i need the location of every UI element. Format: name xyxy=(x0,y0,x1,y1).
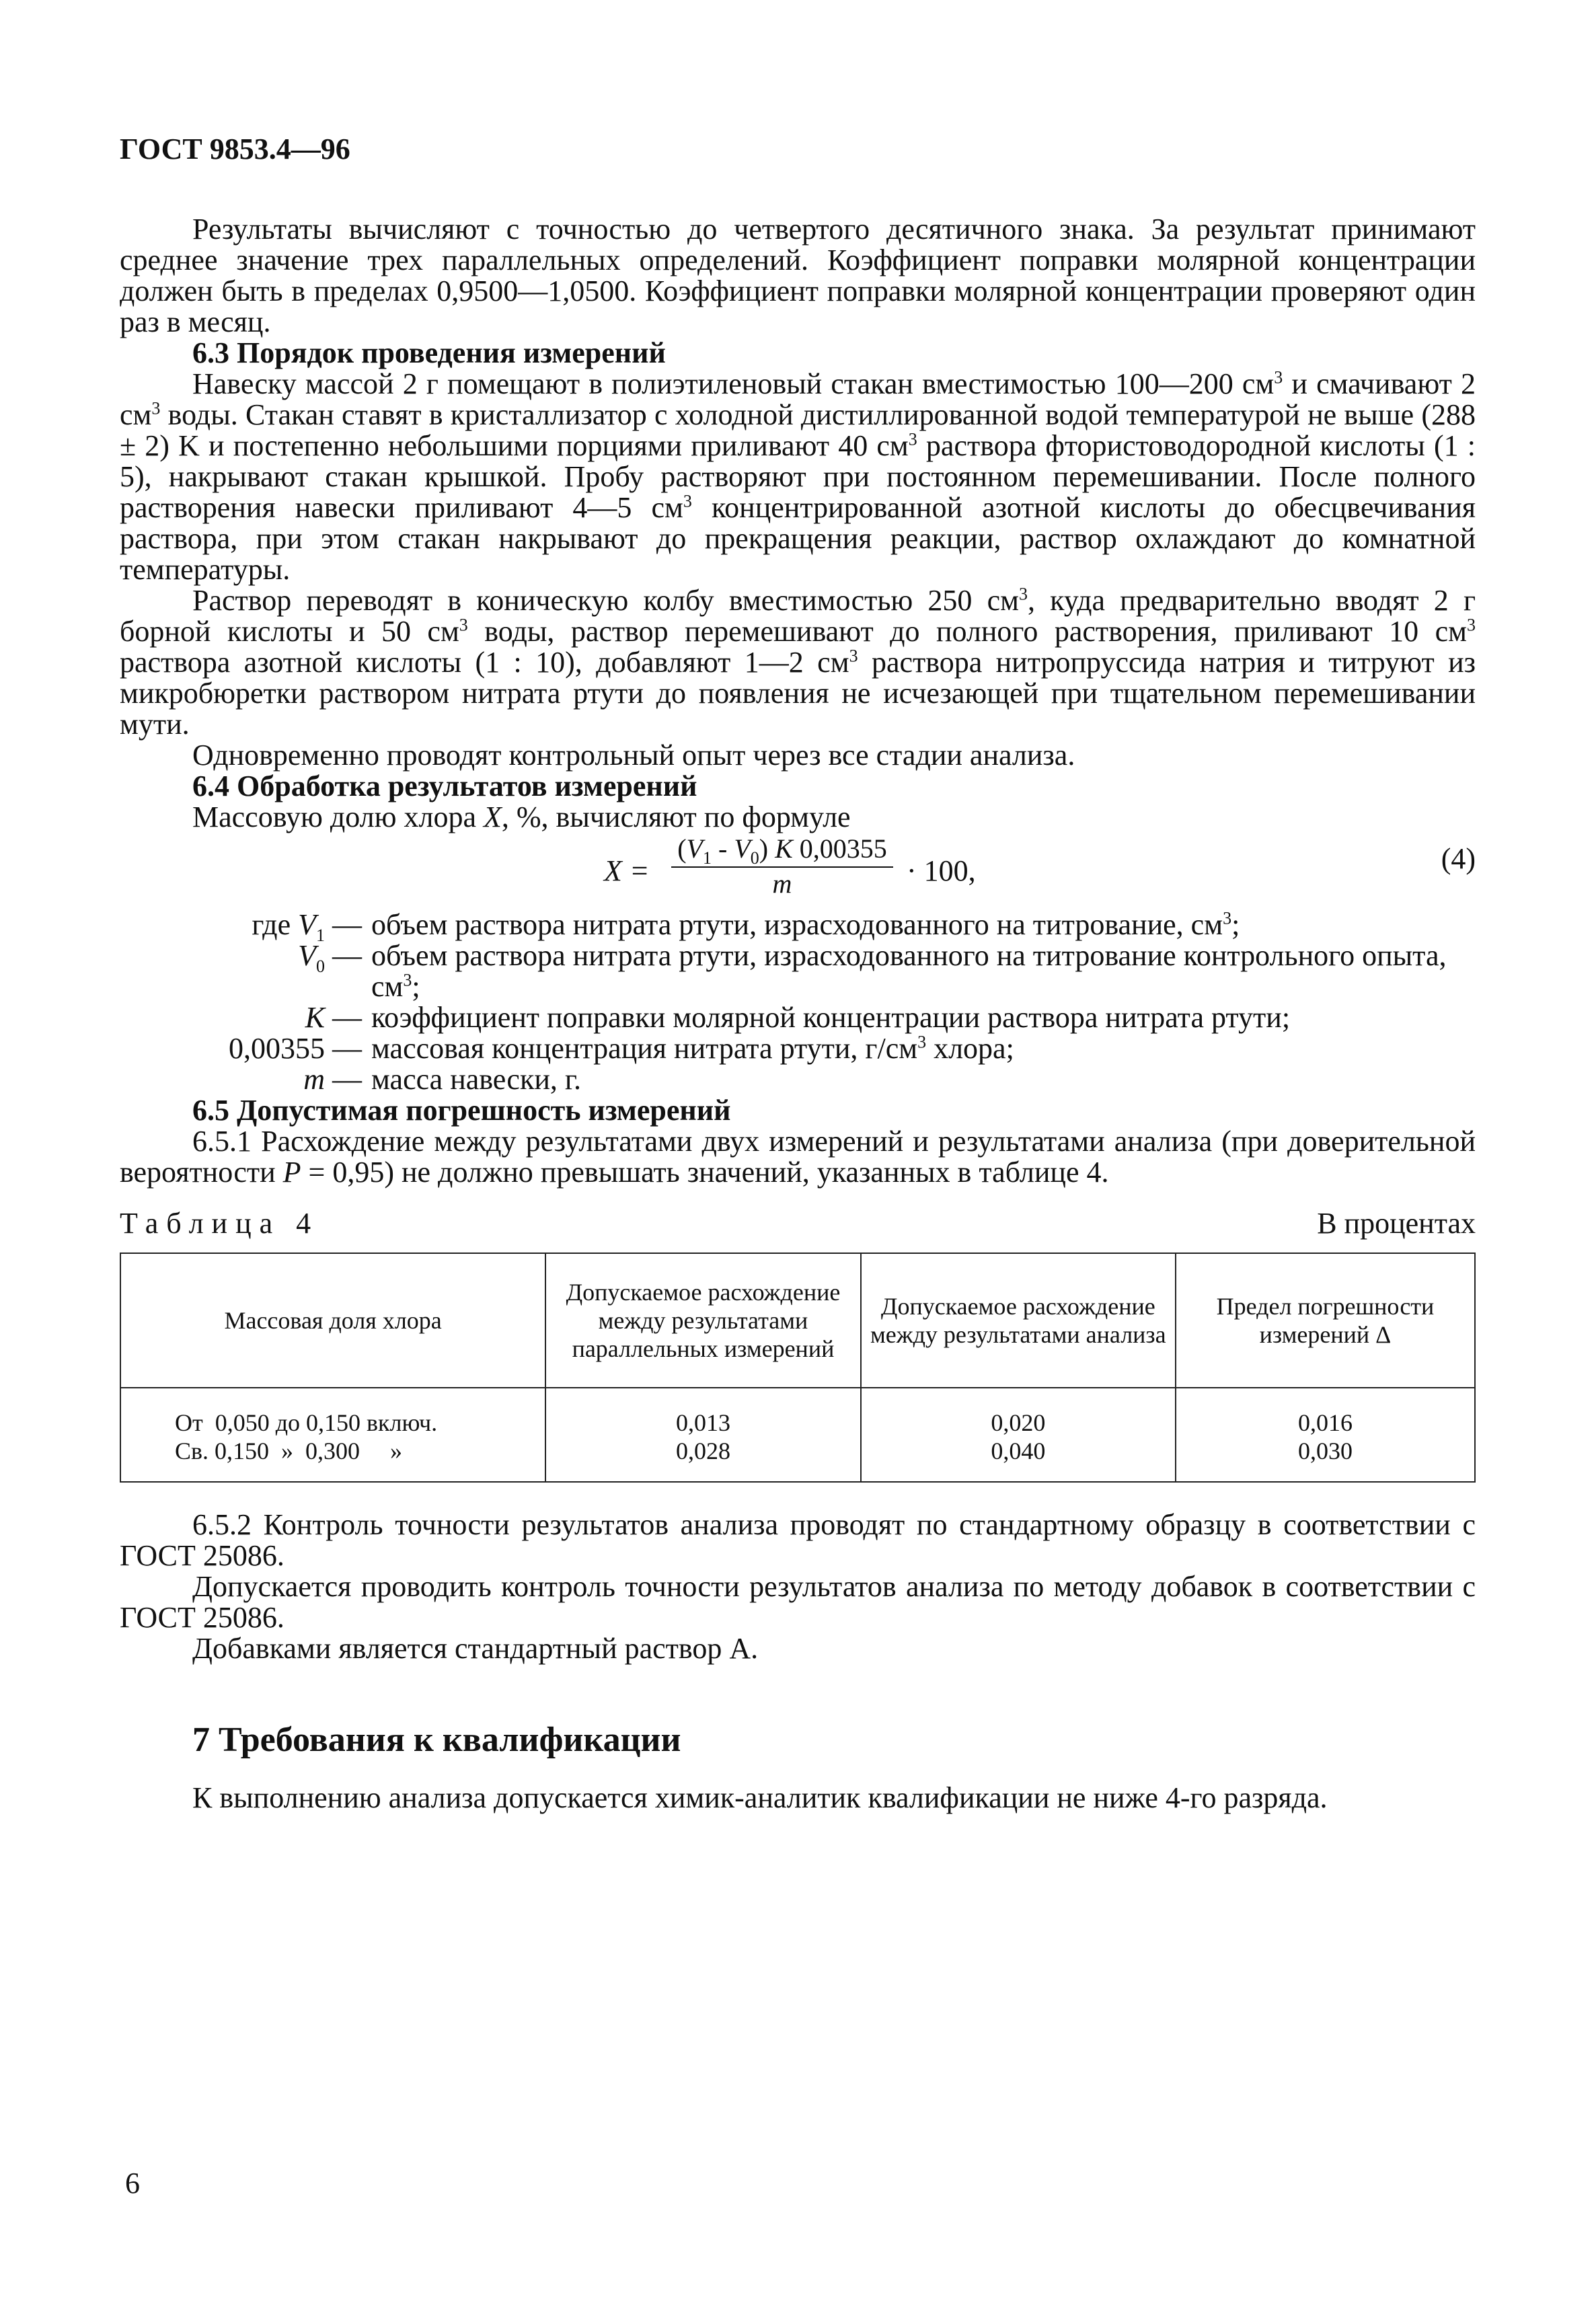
table-caption-row xyxy=(120,1208,1476,1239)
column-header-chlorine-fraction: Массовая доля хлора xyxy=(120,1253,545,1388)
column-header-parallel-discrepancy: Допускаемое расхождение между результатами параллельных измерений xyxy=(545,1253,860,1388)
table-data-block xyxy=(120,1388,1475,1482)
table-unit: В процентах xyxy=(1317,1207,1476,1240)
column-header-analysis-discrepancy: Допускаемое расхождение между результатами анализа xyxy=(861,1253,1176,1388)
formula-4 xyxy=(120,833,1476,907)
legend-row-v1: где $V_1$ — объем раствора нитрата ртути, израсходованного на титрование, $см^3$; xyxy=(252,908,1240,945)
paragraph-allowed-error: 6.5.1 Расхождение между результатами двух измерений и результатами анализа (при доверительной вероятности P = 0,95) не должно превышать значений, указанных в таблице 4. xyxy=(120,1125,1476,1189)
formula-numerator: $(V_1 - V_0)$ K 0,00355 xyxy=(677,833,887,868)
legend-row-k: K — коэффициент поправки молярной концентрации раствора нитрата ртути; xyxy=(305,1001,1291,1034)
table-header-row xyxy=(120,1253,1475,1388)
document-code: ГОСТ 9853.4—96 xyxy=(120,133,350,165)
variable-legend xyxy=(120,909,1476,1095)
paragraph-formula-intro: Массовую долю хлора X, %, вычисляют по формуле xyxy=(192,800,851,833)
table-cell-error-values: 0,016 0,030 xyxy=(1176,1388,1475,1482)
section-heading-6-3: 6.3 Порядок проведения измерений xyxy=(192,336,666,369)
paragraph-additives: Добавками является стандартный раствор А. xyxy=(192,1632,759,1665)
table-cell-analysis-values: 0,020 0,040 xyxy=(861,1388,1176,1482)
paragraph-control-test: Одновременно проводят контрольный опыт через все стадии анализа. xyxy=(192,739,1075,772)
table-cell-ranges: От 0,050 до 0,150 включ. Св. 0,150 » 0,300 » xyxy=(120,1388,545,1482)
section-heading-6-5: 6.5 Допустимая погрешность измерений xyxy=(192,1094,731,1127)
paragraph-titration: Раствор переводят в коническую колбу вместимостью 250 $см^3$, куда предварительно вводят 2 г борной кислоты и 50 $см^3$ воды, раствор перемешивают до полного растворения, приливают 10 $см^3$ раствора азотной кислоты (1 : 10), добавляют 1—2 $см^3$ раствора нитропруссида натрия и титруют из микробюретки раствором нитрата ртути до появления не исчезающей при тщательном перемешивании мути. xyxy=(120,584,1476,741)
section-heading-7: 7 Требования к квалификации xyxy=(192,1721,681,1759)
table-caption: Таблица 4 xyxy=(120,1207,319,1240)
legend-row-v0: $V_0$ — объем раствора нитрата ртути, израсходованного на титрование контрольного опыта, $см^3$; xyxy=(298,939,1447,1003)
formula-denominator: m xyxy=(772,868,792,899)
column-header-error-limit: Предел погрешности измерений Δ xyxy=(1176,1253,1475,1388)
table-cell-parallel-values: 0,013 0,028 xyxy=(545,1388,860,1482)
paragraph-procedure: Навеску массой 2 г помещают в полиэтиленовый стакан вместимостью 100—200 $см^3$ и смачивают 2 $см^3$ воды. Стакан ставят в кристаллизатор с холодной дистиллированной водой температурой не выше (288 ± 2) K и постепенно небольшими порциями приливают 40 $см^3$ раствора фтористоводородной кислоты (1 : 5), накрывают стакан крышкой. Пробу растворяют при постоянном перемешивании. После полного растворения навески приливают 4—5 $см^3$ концентрированной азотной кислоты до обесцвечивания раствора, при этом стакан накрывают до прекращения реакции, раствор охлаждают до комнатной температуры. xyxy=(120,367,1476,586)
legend-row-constant: 0,00355 — массовая концентрация нитрата ртути, $г/см^3$ хлора; xyxy=(229,1032,1014,1065)
equation-number: (4) xyxy=(1441,842,1476,875)
document-body xyxy=(120,214,1476,1814)
paragraph-results-precision: Результаты вычисляют с точностью до четвертого десятичного знака. За результат принимают среднее значение трех параллельных определений. Коэффициент поправки молярной концентрации должен быть в пределах 0,9500—1,0500. Коэффициент поправки молярной концентрации проверяют один раз в месяц. xyxy=(120,213,1476,338)
paragraph-accuracy-control: 6.5.2 Контроль точности результатов анализа проводят по стандартному образцу в соответствии с ГОСТ 25086. xyxy=(120,1508,1476,1572)
formula-lhs: X = xyxy=(604,854,650,887)
formula-fraction xyxy=(671,833,893,899)
paragraph-qualification: К выполнению анализа допускается химик-аналитик квалификации не ниже 4-го разряда. xyxy=(192,1781,1328,1814)
formula-multiplier: · 100, xyxy=(907,854,976,887)
page-number: 6 xyxy=(125,2167,140,2200)
tolerance-table xyxy=(120,1253,1476,1483)
section-heading-6-4: 6.4 Обработка результатов измерений xyxy=(192,770,697,802)
paragraph-additive-method: Допускается проводить контроль точности результатов анализа по методу добавок в соответствии с ГОСТ 25086. xyxy=(120,1570,1476,1634)
legend-row-m: m — масса навески, г. xyxy=(303,1063,581,1096)
